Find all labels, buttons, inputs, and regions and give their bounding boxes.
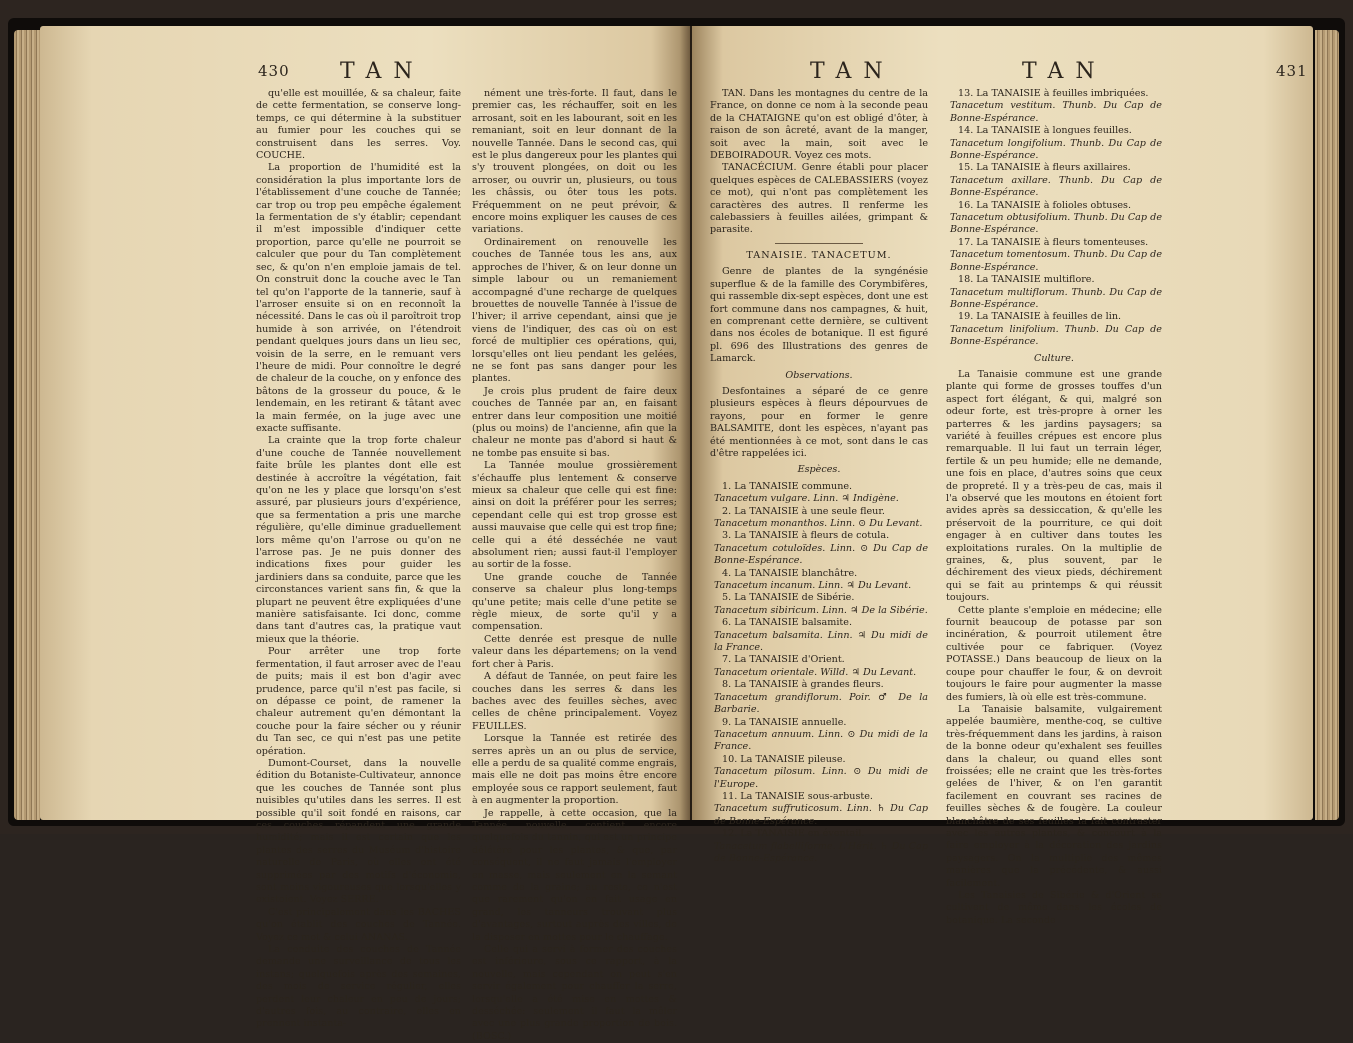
species-latin: Tanacetum balsamita. Linn. ♃ Du midi de la France. bbox=[714, 629, 928, 654]
species-name: 13. La TANAISIE à feuilles imbriquées. bbox=[958, 88, 1149, 99]
species-name: 12. La TANAISIE en éventail. bbox=[722, 828, 865, 840]
paragraph: Cette denrée est presque de nulle valeur dans les départemens; on la vend fort cher à Paris. bbox=[472, 633, 677, 670]
paragraph: La Tanaisie balsamite, vulgairement appelée baumière, menthe-coq, se cultive très-fréquemment dans les jardins, à raison de la bonne odeur qu'exhalent ses feuilles dans la chaleur, ou quand elles sont froissées; elle ne craint que les très-fortes gelées de l'hiver, & on l'en garantit facilement en couvrant ses racines de feuilles sèches & de fougère. La couleur blanchâtre de ses feuilles la fait contraster avec les autres plantes, & concourt à la faire employer à la décoration des jardins paysagers. On la multiplie des mêmes manières que la précédente, & aussi facilement. bbox=[946, 703, 1162, 889]
genus-title: TANAISIE. TANACETUM. bbox=[746, 249, 892, 261]
running-head-2: TAN bbox=[1022, 59, 1107, 84]
species-name: 3. La TANAISIE à fleurs de cotula. bbox=[722, 530, 890, 542]
paragraph: C'est principalement dans les BACHES qu'on établit des couches de Tannée. Voyez ce mot & celui ANANAS. bbox=[256, 906, 461, 943]
species-name: 4. La TANAISIE blanchâtre. bbox=[722, 567, 858, 579]
paragraph: Lorsque la Tannée est retirée des serres après un an ou plus de service, elle a perdu de sa qualité comme engrais, mais elle ne doit pas moins être encore employée sous ce rapport seulement, faut à en augmenter la proportion. bbox=[472, 733, 677, 807]
paragraph: A défaut de Tannée, on peut faire les couches dans les serres & dans les baches avec des feuilles sèches, avec celles de chêne principalement. Voyez FEUILLES. bbox=[472, 671, 677, 732]
left-page bbox=[40, 26, 690, 1042]
page-edges-right bbox=[1315, 30, 1339, 820]
species-latin: Tanacetum monanthos. Linn. ⊙ Du Levant. bbox=[714, 518, 923, 529]
species-list bbox=[946, 88, 1162, 349]
text-column-1 bbox=[710, 88, 928, 864]
text-column-2 bbox=[946, 88, 1162, 926]
paragraph: Dumont-Courset, dans la nouvelle édition du Botaniste-Cultivateur, annonce que les couches de Tannée sont plus nuisibles qu'utiles dans les serres. Il est possible qu'il soit fondé en raisons, car ces couches répandent une grande humidité; mais il est certain que les plantes des serres du Muséum d'histoire naturelle de Paris, où elles ont été supprimées par des motifs d'économie, sont moins vigoureuses que lorsqu'elles y existoient. Voyez SERRE. bbox=[256, 757, 461, 906]
species-latin: Tanacetum sibiricum. Linn. ♃ De la Sibérie. bbox=[714, 604, 928, 616]
paragraph: Pour arrêter une trop forte fermentation, il faut arroser avec de l'eau de puits; mais il est bon d'agir avec prudence, parce qu'il n'est pas facile, si on dépasse ce point, de ramener la chaleur autrement qu'en démontant la couche pour la faire sécher ou y réunir du Tan sec, ce qui n'est pas une petite opération. bbox=[256, 646, 461, 757]
section-title: Culture. bbox=[1034, 352, 1074, 364]
species-name: 10. La TANAISIE pileuse. bbox=[722, 753, 846, 765]
paragraph: Celle qui a servi à former des couches est inférieure, sous ce rapport, à la nouvelle, mais cependant on peut s'en servir également pour chauffer la serre, lorsqu'elle a été mise en mottes & desséchée: seulement il faut la mêler avec une plus grande proportion de bois. (BOSC.) bbox=[472, 944, 677, 1042]
species-latin: Tanacetum longifolium. Thunb. Du Cap de Bonne-Espérance. bbox=[950, 137, 1162, 162]
species-name: 14. La TANAISIE à longues feuilles. bbox=[958, 125, 1132, 137]
species-latin: Tanacetum grandiflorum. Poir. ♂ De la Barbarie. bbox=[714, 691, 928, 716]
species-latin: Tanacetum axillare. Thunb. Du Cap de Bonne-Espérance. bbox=[950, 174, 1162, 199]
species-latin: Tanacetum pilosum. Linn. ⊙ Du midi de l'Europe. bbox=[714, 766, 928, 790]
paragraph: Desfontaines a séparé de ce genre plusieurs espèces à fleurs dépourvues de rayons, pour en former le genre BALSAMITE, dont les espèces, n'ayant pas été mentionnées à ce mot, sont dans le cas d'être rappelées ici. bbox=[710, 385, 928, 459]
running-head: TAN bbox=[810, 59, 895, 84]
text-column-2 bbox=[472, 88, 677, 1042]
paragraph: La Tannée moulue grossièrement s'échauffe plus lentement & conserve mieux sa chaleur que celle qui est fine: ainsi on doit la préférer pour les serres; cependant celle qui est trop grosse est aussi mauvaise que celle qui est trop fine; celle qui a été desséchée ne vaut absolument rien; aussi faut-il l'employer au sortir de la fosse. bbox=[472, 460, 677, 571]
paragraph: Cette plante s'emploie en médecine; elle fournit beaucoup de potasse par son incinération, & pourroit utilement être cultivée pour ce fabriquer. (Voyez POTASSE.) Dans beaucoup de lieux on la coupe pour chauffer le four, & on devroit toujours le faire pour augmenter la masse des fumiers, là où elle est très-commune. bbox=[946, 604, 1162, 703]
species-latin: Tanacetum orientale. Willd. ♃ Du Levant. bbox=[714, 666, 917, 678]
species-latin: Tanacetum cotuloïdes. Linn. ⊙ Du Cap de Bonne-Espérance. bbox=[714, 542, 928, 567]
species-latin: Tanacetum incanum. Linn. ♃ Du Levant. bbox=[714, 580, 912, 592]
species-name: 11. La TANAISIE sous-arbuste. bbox=[722, 790, 873, 802]
species-name: 9. La TANAISIE annuelle. bbox=[722, 716, 847, 728]
species-name: 8. La TANAISIE à grandes fleurs. bbox=[722, 679, 884, 691]
paragraph: nément une très-forte. Il faut, dans le premier cas, les réchauffer, soit en les arrosant, soit en les labourant, soit en les remaniant, soit en leur donnant de la nouvelle Tannée. Dans le second cas, qui est le plus dangereux pour les plantes qui s'y trouvent plongées, on doit ou les arroser, ou ouvrir un, plusieurs, ou tous les châssis, ou ôter tous les pots. Fréquemment on ne peut prévoir, & encore moins expliquer les causes de ces variations. bbox=[472, 88, 677, 236]
text-column-1 bbox=[256, 88, 461, 1030]
species-name: 2. La TANAISIE à une seule fleur. bbox=[722, 505, 885, 517]
species-list bbox=[710, 481, 928, 866]
species-name: 15. La TANAISIE à fleurs axillaires. bbox=[958, 162, 1131, 174]
species-latin: Tanacetum linifolium. Thunb. Du Cap de Bonne-Espérance. bbox=[950, 323, 1162, 348]
paragraph: Genre de plantes de la syngénésie superflue & de la famille des Corymbifères, qui rassemble dix-sept espèces, dont une est fort commune dans nos campagnes, & huit, en comprenant cette dernière, se cultivent dans nos écoles de botanique. Il est figuré pl. 696 des Illustrations des genres de Lamarck. bbox=[710, 266, 928, 365]
species-name: 18. La TANAISIE multiflore. bbox=[958, 274, 1095, 286]
page-number: 431 bbox=[1276, 62, 1308, 80]
species-latin: Tanacetum vestitum. Thunb. Du Cap de Bonne-Espérance. bbox=[950, 100, 1162, 124]
species-name: 1. La TANAISIE commune. bbox=[722, 480, 853, 492]
divider bbox=[775, 243, 862, 244]
species-latin: Tanacetum flabelliforme. L'Hérit. ♄ Du Cap de Bonne-Espérance. bbox=[714, 840, 928, 864]
paragraph: Les Tanaisies de Sibérie & d'Orient se cultivent de même dans les écoles de botanique. La seconde bbox=[946, 890, 1162, 926]
species-name: 19. La TANAISIE à feuilles de lin. bbox=[958, 311, 1122, 323]
species-name: 7. La TANAISIE d'Orient. bbox=[722, 654, 845, 666]
page-edges-left bbox=[14, 30, 40, 820]
paragraph: Je crois plus prudent de faire deux couches de Tannée par an, en faisant entrer dans leur composition une moitié (plus ou moins) de l'ancienne, afin que la chaleur ne monte pas d'abord si haut & ne tombe pas ensuite si bas. bbox=[472, 385, 677, 459]
species-name: 5. La TANAISIE de Sibérie. bbox=[722, 592, 855, 604]
species-latin: Tanacetum vulgare. Linn. ♃ Indigène. bbox=[714, 493, 899, 505]
running-head: TAN bbox=[340, 59, 425, 84]
paragraph: La Tanaisie commune est une grande plante qui forme de grosses touffes d'un aspect fort élégant, & qui, malgré son odeur forte, est très-propre à orner les parterres & les jardins paysagers; sa variété à feuilles crépues est encore plus remarquable. Il lui faut un terrain léger, fertile & un peu humide; elle ne demande, une fois en place, d'autres soins que ceux de propreté. Il y a très-peu de cas, mais il l'a observé que les moutons en étoient fort avides après sa dessiccation, & qu'elle les préservoit de la pourriture, ce qui doit engager à en cultiver dans toutes les exploitations rurales. On la multiplie de graines, &, plus souvent, par le déchirement des vieux pieds, déchirement qui se fait au printemps & qui réussit toujours. bbox=[946, 368, 1162, 604]
paragraph: La crainte que la trop forte chaleur d'une couche de Tannée nouvellement faite brûle les plantes dont elle est destinée à accroître la végétation, fait qu'on ne les y place que lorsqu'on s'est assuré, par plusieurs jours d'expérience, que sa fermentation a pris une marche régulière, qu'elle diminue graduellement lors même qu'on l'arrose ou qu'on ne l'arrose pas. Je ne puis donner des indications fixes pour guider les jardiniers dans sa conduite, parce que les circonstances varient sans fin, & que la plupart ne peuvent être expliquées d'une manière satisfaisante. Ici donc, comme dans tant d'autres cas, la pratique vaut mieux que la théorie. bbox=[256, 435, 461, 645]
species-name: 17. La TANAISIE à fleurs tomenteuses. bbox=[958, 236, 1149, 248]
section-title: Espèces. bbox=[797, 464, 841, 476]
paragraph: Je rappelle, à cette occasion, que la Tannée nouvelle contient encore quelquefois du tannin, qui est un principe délétère pour les plantes, & que, par conséquent, il ne faut jamais l'employer en masse, mais seulement en la semant comme de la graine; au reste, ce n'est que rarement qu'on en fait usage en grand, les tanneurs trouvant plus d'avantages, surtout auprès des villes, de la disposer en mottes pour le chauffage. bbox=[472, 807, 677, 943]
species-latin: Tanacetum suffruticosum. Linn. ♄ Du Cap de Bonne-Espérance. bbox=[714, 803, 928, 827]
paragraph: Une grande couche de Tannée conserve sa chaleur plus long-temps qu'une petite; mais celle d'une petite se règle mieux, de sorte qu'il y a compensation. bbox=[472, 571, 677, 633]
paragraph: La proportion de l'humidité est la considération la plus importante lors de l'établissement d'une couche de Tannée; car trop ou trop peu empêche également la fermentation de s'y établir; cependant il m'est impossible d'indiquer cette proportion, parce qu'elle ne pourroit se calculer que pour du Tan complètement sec, & qu'on n'en emploie jamais de tel. On construit donc la couche avec le Tan tel qu'on l'apporte de la tannerie, sauf à l'arroser ensuite si on en reconnoît la nécessité. Dans le cas où il paroîtroit trop humide à son arrivée, on l'étendroit pendant quelques jours dans un lieu sec, voisin de la serre, en le remuant vers l'heure de midi. Pour connoître le degré de chaleur de la couche, on y enfonce des bâtons de la grosseur du pouce, & le lendemain, en les retirant & tâtant avec la main fermée, on la juge avec une exacte suffisante. bbox=[256, 162, 461, 434]
paragraph: TANACÉCIUM. Genre établi pour placer quelques espèces de CALEBASSIERS (voyez ce mot), qui n'ont pas complètement les caractères des autres. Il renferme les calebassiers à feuilles ailées, grimpant & parasite. bbox=[710, 162, 928, 236]
species-latin: Tanacetum tomentosum. Thunb. Du Cap de Bonne-Espérance. bbox=[950, 249, 1162, 273]
paragraph: Ordinairement on renouvelle les couches de Tannée tous les ans, aux approches de l'hiver, & on leur donne un simple labour ou un remaniement accompagné d'une recharge de quelques brouettes de nouvelle Tannée à l'issue de l'hiver; il arrive cependant, ainsi que je viens de l'indiquer, des cas où on est forcé de multiplier ces opérations, qui, lorsqu'elles ont lieu pendant les gelées, ne se font pas sans danger pour les plantes. bbox=[472, 236, 677, 385]
page-number: 430 bbox=[258, 62, 290, 80]
species-latin: Tanacetum multiflorum. Thunb. Du Cap de Bonne-Espérance. bbox=[950, 286, 1162, 310]
paragraph: La conduite des couches de Tannée demande une surveillance de tous les instans; quelquefois après des semaines, des mois de service régulier, elles perdent leur chaleur en peu de jours; d'autres fois, au contraire, elles en prennent instanta- bbox=[256, 944, 461, 1030]
section-title: Observations. bbox=[785, 369, 853, 381]
species-latin: Tanacetum obtusifolium. Thunb. Du Cap de Bonne-Espérance. bbox=[950, 212, 1162, 236]
species-name: 6. La TANAISIE balsamite. bbox=[722, 617, 852, 629]
species-latin: Tanacetum annuum. Linn. ⊙ Du midi de la France. bbox=[714, 728, 928, 753]
right-page bbox=[692, 26, 1313, 926]
paragraph: qu'elle est mouillée, & sa chaleur, faite de cette fermentation, se conserve long-temps, ce qui détermine à la substituer au fumier pour les couches qui se construisent dans les serres. Voy. COUCHE. bbox=[256, 88, 461, 162]
species-name: 16. La TANAISIE à folioles obtuses. bbox=[958, 199, 1132, 211]
paragraph: TAN. Dans les montagnes du centre de la France, on donne ce nom à la seconde peau de la CHATAIGNE qu'on est obligé d'ôter, à raison de son âcreté, avant de la manger, soit avec la main, soit avec le DEBOIRADOUR. Voyez ces mots. bbox=[710, 88, 928, 162]
